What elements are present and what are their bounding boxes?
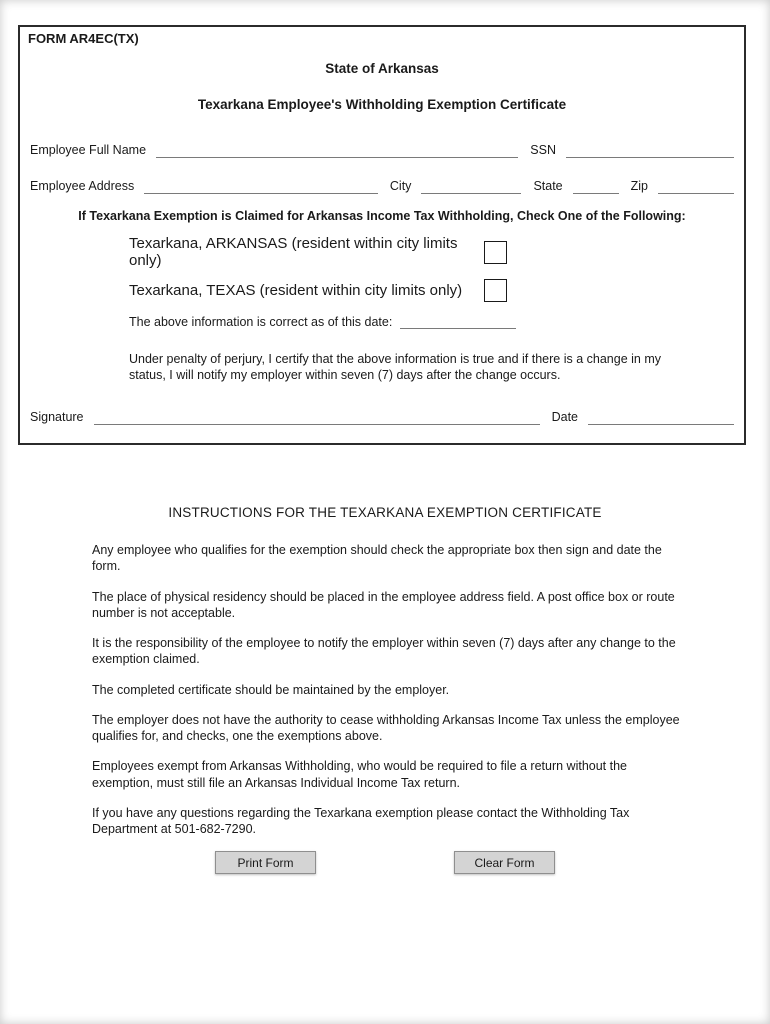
- signature-field[interactable]: [94, 410, 540, 425]
- certificate-box: [18, 25, 746, 445]
- instruction-paragraph: The completed certificate should be maintained by the employer.: [92, 682, 450, 697]
- option-row-texas: [129, 278, 744, 302]
- city-field[interactable]: [421, 179, 521, 194]
- texarkana-texas-label: Texarkana, TEXAS (resident within city limits only): [129, 281, 463, 299]
- name-ssn-row: [30, 143, 734, 158]
- instruction-paragraph: The employer does not have the authority to cease withholding Arkansas Income Tax unless the employee qualifies for, and checks, one the exemptions above.: [92, 712, 680, 743]
- signature-label: Signature: [30, 410, 84, 424]
- instruction-paragraph: If you have any questions regarding the Texarkana exemption please contact the Withholding Tax Department at 501-682-7290.: [92, 805, 630, 836]
- address-row: [30, 179, 734, 194]
- form-title: Texarkana Employee's Withholding Exemption Certificate: [197, 97, 567, 112]
- instructions-body: [92, 542, 688, 837]
- ssn-label: SSN: [530, 143, 556, 157]
- employee-full-name-label: Employee Full Name: [30, 143, 147, 157]
- form-number: FORM AR4EC(TX): [28, 31, 139, 46]
- state-field[interactable]: [573, 179, 619, 194]
- city-label: City: [389, 179, 412, 193]
- instruction-paragraph: It is the responsibility of the employee to notify the employer within seven (7) days after any change to the exemption claimed.: [92, 636, 676, 667]
- date-label: Date: [551, 410, 578, 424]
- zip-label: Zip: [630, 179, 648, 193]
- texarkana-arkansas-label: Texarkana, ARKANSAS (resident within city limits only): [129, 235, 458, 269]
- correct-as-of-date-field[interactable]: [400, 314, 516, 329]
- signature-date-row: [30, 410, 734, 425]
- instruction-paragraph: Any employee who qualifies for the exemption should check the appropriate box then sign and date the form.: [92, 543, 662, 574]
- check-instruction: If Texarkana Exemption is Claimed for Arkansas Income Tax Withholding, Check One of the Following:: [78, 209, 686, 223]
- correct-as-of-date-row: [129, 314, 744, 329]
- state-title: State of Arkansas: [325, 61, 439, 76]
- perjury-statement: Under penalty of perjury, I certify that the above information is true and if there is a change in my status, I will notify my employer within seven (7) days after the change occurs.: [129, 352, 661, 382]
- employee-address-label: Employee Address: [30, 179, 135, 193]
- zip-field[interactable]: [658, 179, 734, 194]
- print-form-button[interactable]: Print Form: [215, 851, 316, 874]
- state-label: State: [533, 179, 563, 193]
- employee-full-name-field[interactable]: [156, 143, 518, 158]
- texarkana-texas-checkbox[interactable]: [484, 279, 507, 302]
- employee-address-field[interactable]: [144, 179, 378, 194]
- option-row-arkansas: [129, 235, 744, 269]
- clear-form-button[interactable]: Clear Form: [454, 851, 555, 874]
- instruction-paragraph: The place of physical residency should be placed in the employee address field. A post office box or route number is not acceptable.: [92, 589, 675, 620]
- instruction-paragraph: Employees exempt from Arkansas Withholding, who would be required to file a return without the exemption, must still file an Arkansas Individual Income Tax return.: [92, 759, 627, 790]
- texarkana-arkansas-checkbox[interactable]: [484, 241, 507, 264]
- ssn-field[interactable]: [566, 143, 734, 158]
- correct-as-of-date-label: The above information is correct as of this date:: [129, 315, 393, 329]
- instructions-heading: INSTRUCTIONS FOR THE TEXARKANA EXEMPTION CERTIFICATE: [168, 505, 602, 520]
- date-field[interactable]: [588, 410, 734, 425]
- button-row: [0, 851, 770, 874]
